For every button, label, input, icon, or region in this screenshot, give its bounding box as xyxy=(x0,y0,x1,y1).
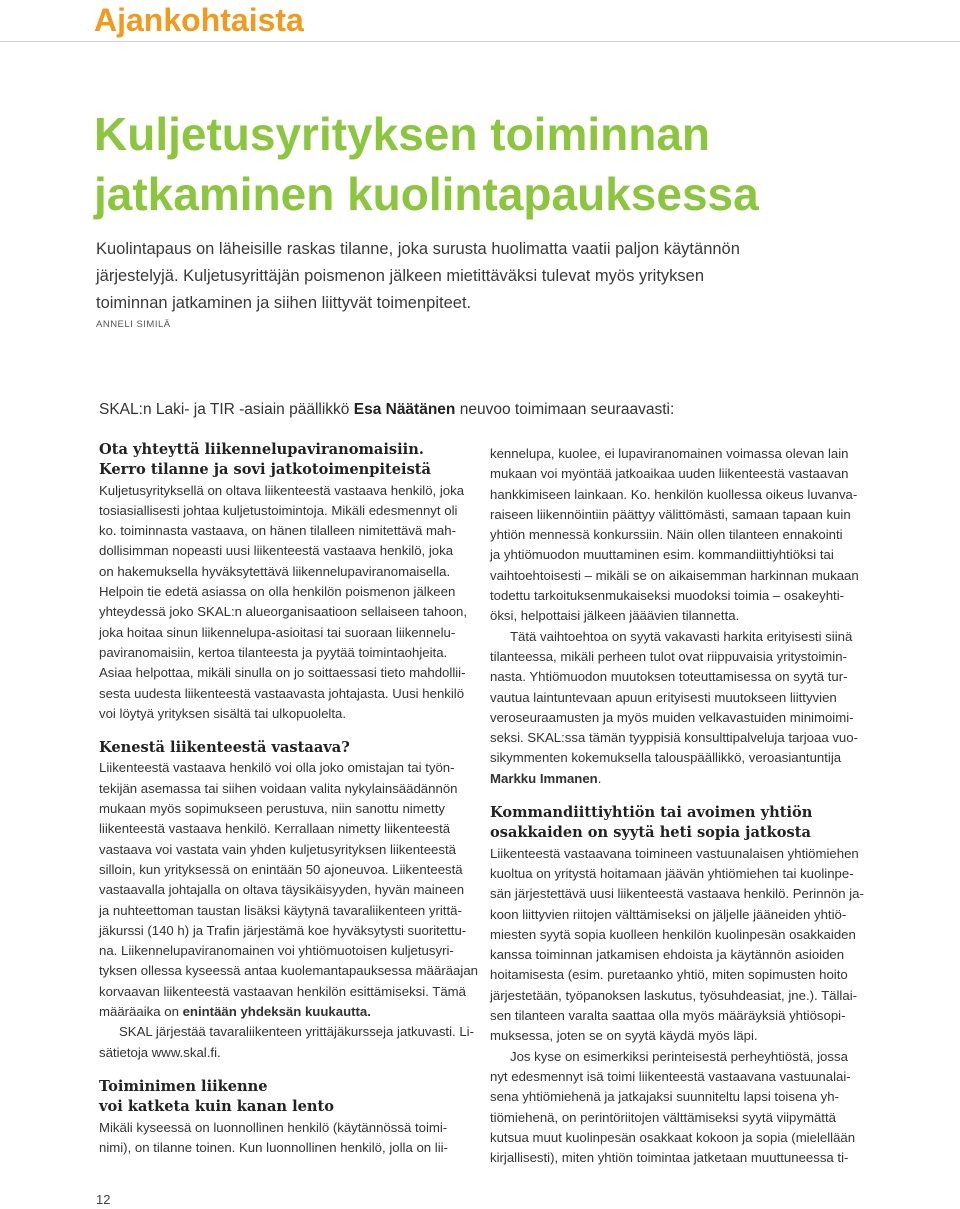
text-line: kuoltua on yritystä hoitamaan jäävän yhtiömiehen tai kuolinpe- xyxy=(490,865,854,881)
author-byline: ANNELI SIMILÄ xyxy=(96,319,171,330)
title-line: jatkaminen kuolintapauksessa xyxy=(94,168,759,220)
article-title xyxy=(94,104,914,224)
text-line: Mikäli kyseessä on luonnollinen henkilö (käytännössä toimi- xyxy=(99,1119,448,1135)
subheading: Toiminimen liikenne xyxy=(99,1077,268,1095)
header-divider xyxy=(0,41,960,42)
text-line: sena yhtiömiehenä ja jatkajaksi suunniteltu lapsi toisena yh- xyxy=(490,1089,839,1105)
text-line: ja yhtiömuodon muuttaminen esim. kommandiittiyhtiöksi tai xyxy=(490,547,834,563)
text-line: tyksen ollessa kyseessä antaa kuolemantapauksessa määräajan xyxy=(99,963,478,979)
intro-name: Esa Näätänen xyxy=(353,401,456,418)
text-line: mukaan voi myöntää jatkoaikaa uuden liikenteestä vastaavan xyxy=(490,466,849,482)
subheading: Kommandiittiyhtiön tai avoimen yhtiön xyxy=(490,804,813,822)
text-line: Liikenteestä vastaavana toimineen vastuunalaisen yhtiömiehen xyxy=(490,845,859,861)
text-line: ko. toiminnasta vastaava, on hänen tilalleen nimitettävä mah- xyxy=(99,523,456,539)
text-line: kirjallisesti), miten yhtiön toimintaa jatketaan muuttuneessa ti- xyxy=(490,1150,849,1166)
paragraph xyxy=(490,444,862,627)
paragraph xyxy=(490,844,862,1047)
subheading: voi katketa kuin kanan lento xyxy=(99,1098,335,1116)
intro-line xyxy=(99,401,674,419)
emphasis-text: enintään yhdeksän kuukautta. xyxy=(182,1004,371,1020)
text-line: Jos kyse on esimerkiksi perinteisestä perheyhtiöstä, jossa xyxy=(510,1048,848,1064)
text-line: nimi), on tilanne toinen. Kun luonnollinen henkilö, jolla on lii- xyxy=(99,1139,448,1155)
text-line: paviranomaisiin, kertoa tilanteesta ja pyytää toimintaohjeita. xyxy=(99,644,448,660)
text-line: SKAL järjestää tavaraliikenteen yrittäjäkursseja jatkuvasti. Li- xyxy=(119,1024,475,1040)
text-line: on hakemuksella hyväksytettävä liikennelupaviranomaisella. xyxy=(99,563,451,579)
spacer xyxy=(99,1063,471,1077)
column-right xyxy=(490,444,862,1168)
subheading: Ota yhteyttä liikennelupaviranomaisiin. xyxy=(99,441,424,458)
text-line: vastaavalla johtajalla on oltava täysikäisyyden, hyvän maineen xyxy=(99,882,465,898)
title-line: Kuljetusyrityksen toiminnan xyxy=(94,108,711,160)
text-line: Asiaa helpottaa, mikäli sinulla on jo soittaessasi tieto mahdollii- xyxy=(99,665,466,681)
text-line: sikymmenten kokemuksella talouspäällikkö, veroasiantuntija xyxy=(490,750,842,766)
text-run: . xyxy=(597,770,602,786)
text-line: tiömiehenä, on perintöriitojen välttämiseksi syytä viipymättä xyxy=(490,1109,836,1125)
text-line: miesten syytä sopia kuolleen henkilön kuolinpesän osakkaiden xyxy=(490,926,856,942)
paragraph xyxy=(99,1118,471,1159)
text-line: yhtiön mennessä konkurssiin. Näin ollen tilanteen ennakointi xyxy=(490,527,843,543)
text-line: silloin, kun yrityksessä on enintään 50 ajoneuvoa. Liikenteestä xyxy=(99,861,463,877)
lead-line: järjestelyjä. Kuljetusyrittäjän poismenon jälkeen mietittäväksi tulevat myös yrityksen xyxy=(96,267,705,285)
text-line: sesta uudesta liikenteestä vastaavasta johtajasta. Uusi henkilö xyxy=(99,685,465,701)
text-line: todettu tarkoituksenmukaiseksi muodoksi toimia – osakeyhti- xyxy=(490,588,845,604)
paragraph xyxy=(99,481,471,725)
text-line: ja nuhteettoman taustan lisäksi käytynä tavaraliikenteen yrittä- xyxy=(99,902,462,918)
text-line: koon liittyvien riitojen välttämiseksi on jäljelle jääneiden yhtiö- xyxy=(490,906,847,922)
text-line: sen tilanteen varalta saattaa olla myös määräyksiä yhtiösopi- xyxy=(490,1008,846,1024)
text-line: nyt edesmennyt isä toimi liikenteestä vastaavana vastuunalai- xyxy=(490,1068,851,1084)
lead-line: toiminnan jatkaminen ja siihen liittyvät toimenpiteet. xyxy=(96,294,472,312)
text-line: sätietoja www.skal.fi. xyxy=(99,1044,221,1060)
paragraph xyxy=(99,758,478,1062)
text-line: hankkimiseen lainkaan. Ko. henkilön kuollessa oikeus luvanva- xyxy=(490,486,858,502)
emphasis-text: Markku Immanen xyxy=(490,770,598,786)
text-line: kanssa toiminnan jatkamisen ehdoista ja käytännön asioiden xyxy=(490,947,845,963)
intro-suffix: neuvoo toimimaan seuraavasti: xyxy=(455,401,675,418)
spacer xyxy=(99,724,471,738)
subheading: Kenestä liikenteestä vastaava? xyxy=(99,739,350,757)
lead-line: Kuolintapaus on läheisille raskas tilanne, joka surusta huolimatta vaatii paljon käytännön xyxy=(96,240,740,258)
text-line: vautua laintuntevaan apuun erityisesti muutokseen liittyvien xyxy=(490,689,837,705)
text-line: muksessa, joten se on syytä käydä myös läpi. xyxy=(490,1028,758,1044)
text-line: järjestetään, työpanoksen laskutus, työsuhdeasiat, jne.). Tällai- xyxy=(490,987,858,1003)
text-line: seksi. SKAL:ssa tämän tyyppisiä konsulttipalveluja tarjoaa vuo- xyxy=(490,730,858,746)
text-line: Tätä vaihtoehtoa on syytä vakavasti harkita erityisesti siinä xyxy=(510,628,853,644)
text-line: Helpoin tie edetä asiassa on olla henkilön poismenon jälkeen xyxy=(99,584,456,600)
text-line: voi löytyä yrityksen sisältä tai ulkopuolelta. xyxy=(99,705,347,721)
article-lead xyxy=(96,236,886,317)
subheading: osakkaiden on syytä heti sopia jatkosta xyxy=(490,824,811,842)
text-line: liikenteestä vastaava henkilö. Kerrallaan nimetty liikenteestä xyxy=(99,821,451,837)
text-line xyxy=(490,769,862,789)
text-line: tekijän asemassa tai siihen voidaan valita nykylainsäädännön xyxy=(99,780,458,796)
text-line: kennelupa, kuolee, ei lupaviranomainen voimassa olevan lain xyxy=(490,446,849,461)
text-line: Kuljetusyrityksellä on oltava liikenteestä vastaava henkilö, joka xyxy=(99,482,465,498)
text-line: mukaan myös sopimukseen perustuva, niin sanottu nimetty xyxy=(99,801,445,817)
text-run: määräaika on xyxy=(99,1004,183,1020)
text-line: raiseen liikennöintiin päättyy välittömästi, samaan tapaan kuin xyxy=(490,506,851,522)
text-line: Liikenteestä vastaava henkilö voi olla joko omistajan tai työn- xyxy=(99,760,455,776)
text-line: tosiasiallisesti johtaa kuljetustoimintoja. Mikäli edesmennyt oli xyxy=(99,502,458,518)
text-line: dollisimman nopeasti uusi liikenteestä vastaava henkilö, joka xyxy=(99,543,454,559)
page-number: 12 xyxy=(96,1192,111,1207)
text-line: na. Liikennelupaviranomainen voi yhtiömuotoisen kuljetusyri- xyxy=(99,943,454,959)
text-line: hoitamisesta (esim. puretaanko yhtiö, miten sopimusten hoito xyxy=(490,967,848,983)
column-left xyxy=(99,440,478,1158)
section-label: Ajankohtaista xyxy=(94,2,304,38)
text-line xyxy=(99,1002,471,1022)
text-line: öksi, helpottaisi jälkeen jääävien tilannetta. xyxy=(490,608,740,624)
text-line: veroseuraamusten ja myös muiden velkavastuiden minimoimi- xyxy=(490,709,854,725)
text-line: nasta. Yhtiömuodon muutoksen toteuttamisessa on syytä tur- xyxy=(490,669,848,685)
text-line: vaihtoehtoisesti – mikäli se on aikaisemman harkinnan mukaan xyxy=(490,567,859,583)
subheading: Kerro tilanne ja sovi jatkotoimenpiteistä xyxy=(99,461,431,479)
spacer xyxy=(490,789,862,803)
text-line: vastaava voi vastata vain yhden kuljetusyrityksen liikenteestä xyxy=(99,841,456,857)
paragraph xyxy=(490,1047,862,1169)
text-line: yhteydessä joko SKAL:n alueorganisaatioon sellaiseen tahoon, xyxy=(99,604,468,620)
text-line: korvaavan liikenteestä vastaavan henkilön esittämiseksi. Tämä xyxy=(99,983,466,999)
text-line: tilanteessa, mikäli perheen tulot ovat riippuvaisia yritystoimin- xyxy=(490,648,847,664)
text-line: jäkurssi (140 h) ja Trafin järjestämä koe hyväksytysti suoritettu- xyxy=(99,922,467,938)
paragraph xyxy=(490,627,862,789)
intro-prefix: SKAL:n Laki- ja TIR -asiain päällikkö xyxy=(99,401,354,418)
text-line: joka hoitaa sinun liikennelupa-asioitasi tai suoraan liikennelu- xyxy=(99,624,456,640)
text-line: sän järjestettävä uusi liikenteestä vastaava henkilö. Perinnön ja- xyxy=(490,886,864,902)
text-line: kutsua muut kuolinpesän osakkaat kokoon ja sopia (mielellään xyxy=(490,1129,856,1145)
